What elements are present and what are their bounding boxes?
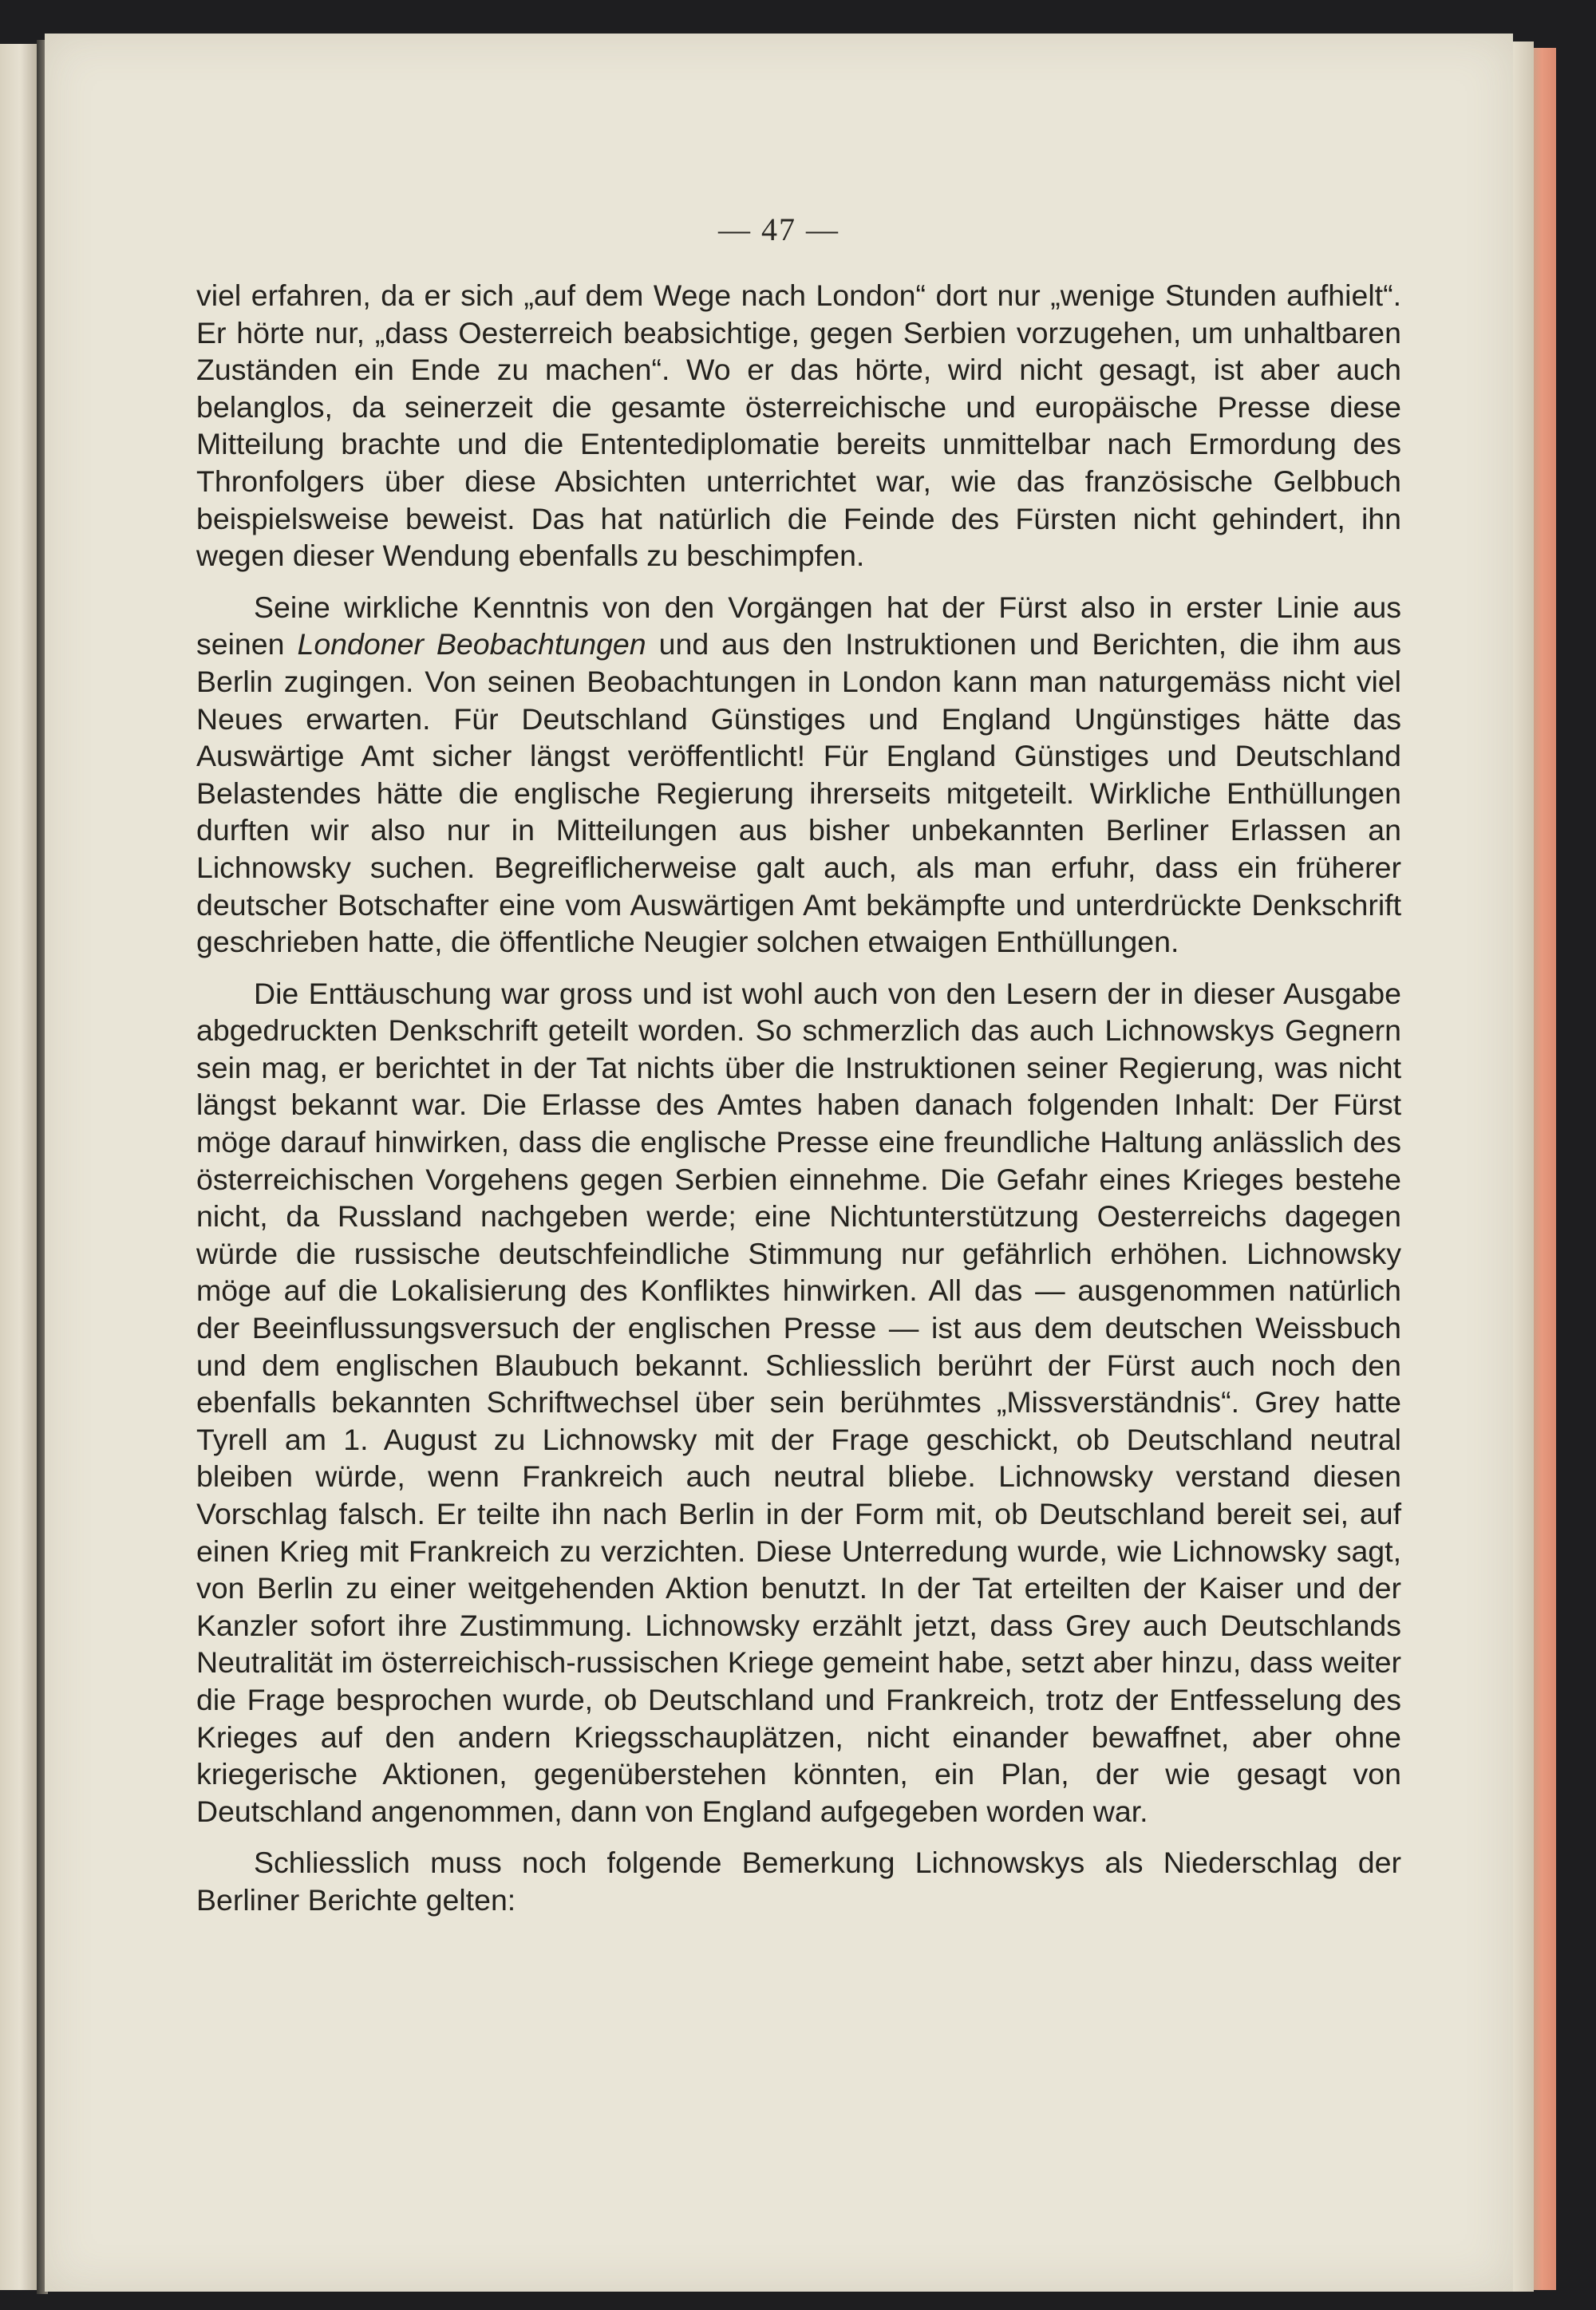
paragraph-2 [196,589,1401,961]
left-page-edge [0,44,37,2290]
page-stack-edge [1510,41,1534,2292]
paragraph-2-after: und aus den Instruktionen und Berichten, die ihm aus Berlin zugingen. Von seinen Beobachtungen in London kann man naturgemäss nicht viel Neues erwarten. Für Deutschland Günstiges und England Ungünstiges hätte das Auswärtige Amt sicher längst veröffentlicht! Für England Günstiges und Deutschland Belastendes hätte die englische Regierung ihrerseits mitgeteilt. Wirkliche Enthüllungen durften wir also nur in Mitteilungen aus bisher unbekannten Berliner Erlassen an Lichnowsky suchen. Begreiflicherweise galt auch, als man erfuhr, dass ein früherer deutscher Botschafter eine vom Auswärtigen Amt bekämpfte und unterdrückte Denkschrift geschrieben hatte, die öffentliche Neugier solchen etwaigen Enthüllungen. [196,627,1401,959]
paragraph-2-emphasis: Londoner Beobachtungen [297,627,646,661]
paragraph-1: viel erfahren, da er sich „auf dem Wege nach London“ dort nur „wenige Stunden aufhielt“. Er hörte nur, „dass Oesterreich beabsichtige, gegen Serbien vorzugehen, um unhaltbaren Zuständen ein Ende zu machen“. Wo er das hörte, wird nicht gesagt, ist aber auch belanglos, da seinerzeit die gesamte österreichische und europäische Presse diese Mitteilung brachte und die Ententediplomatie bereits unmittelbar nach Ermordung des Thronfolgers über diese Absichten unterrichtet war, wie das französische Gelbbuch beispielsweise beweist. Das hat natürlich die Feinde des Fürsten nicht gehindert, ihn wegen dieser Wendung ebenfalls zu beschimpfen. [196,278,1401,573]
page-number: — 47 — [718,211,839,247]
paragraph-2-before: Seine wirkliche Kenntnis von den Vorgängen hat der Fürst also in erster Linie aus seinen [196,590,1401,661]
paragraph-3: Die Enttäuschung war gross und ist wohl auch von den Lesern der in dieser Ausgabe abgedruckten Denkschrift geteilt worden. So schmerzlich das auch Lichnowskys Gegnern sein mag, er berichtet in der Tat nichts über die Instruktionen seiner Regierung, was nicht längst bekannt war. Die Erlasse des Amtes haben danach folgenden Inhalt: Der Fürst möge darauf hinwirken, dass die englische Presse eine freundliche Haltung anlässlich des österreichischen Vorgehens gegen Serbien einnehme. Die Gefahr eines Krieges bestehe nicht, da Russland nachgeben werde; eine Nichtunterstützung Oesterreichs dagegen würde die russische deutschfeindliche Stimmung nur gefährlich erhöhen. Lichnowsky möge auf die Lokalisierung des Konfliktes hinwirken. All das — ausgenommen natürlich der Beeinflussungsversuch der englischen Presse — ist aus dem deutschen Weissbuch und dem englischen Blaubuch bekannt. Schliesslich berührt der Fürst auch noch den ebenfalls bekannten Schriftwechsel über sein berühmtes „Missverständnis“. Grey hatte Tyrell am 1. August zu Lichnowsky mit der Frage geschickt, ob Deutschland neutral bleiben würde, wenn Frankreich auch neutral bliebe. Lichnowsky verstand diesen Vorschlag falsch. Er teilte ihn nach Berlin in der Form mit, ob Deutschland bereit sei, auf einen Krieg mit Frankreich zu verzichten. Diese Unterredung wurde, wie Lichnowsky sagt, von Berlin zu einer weitgehenden Aktion benutzt. In der Tat erteilten der Kaiser und der Kanzler sofort ihre Zustimmung. Lichnowsky erzählt jetzt, dass Grey auch Deutschlands Neutralität im österreichisch-russischen Kriege gemeint habe, setzt aber hinzu, dass weiter die Frage besprochen wurde, ob Deutschland und Frankreich, trotz der Entfesselung des Krieges auf den andern Kriegsschauplätzen, nicht einander bewaffnet, aber ohne kriegerische Aktionen, gegenüberstehen könnten, ein Plan, der wie gesagt von Deutschland angenommen, dann von England aufgegeben worden war. [196,976,1401,1828]
right-page-edge [1531,48,1556,2290]
paragraph-4: Schliesslich muss noch folgende Bemerkung Lichnowskys als Niederschlag der Berliner Berichte gelten: [196,1846,1401,1917]
book-page [45,34,1513,2292]
body-text [196,277,1401,1933]
